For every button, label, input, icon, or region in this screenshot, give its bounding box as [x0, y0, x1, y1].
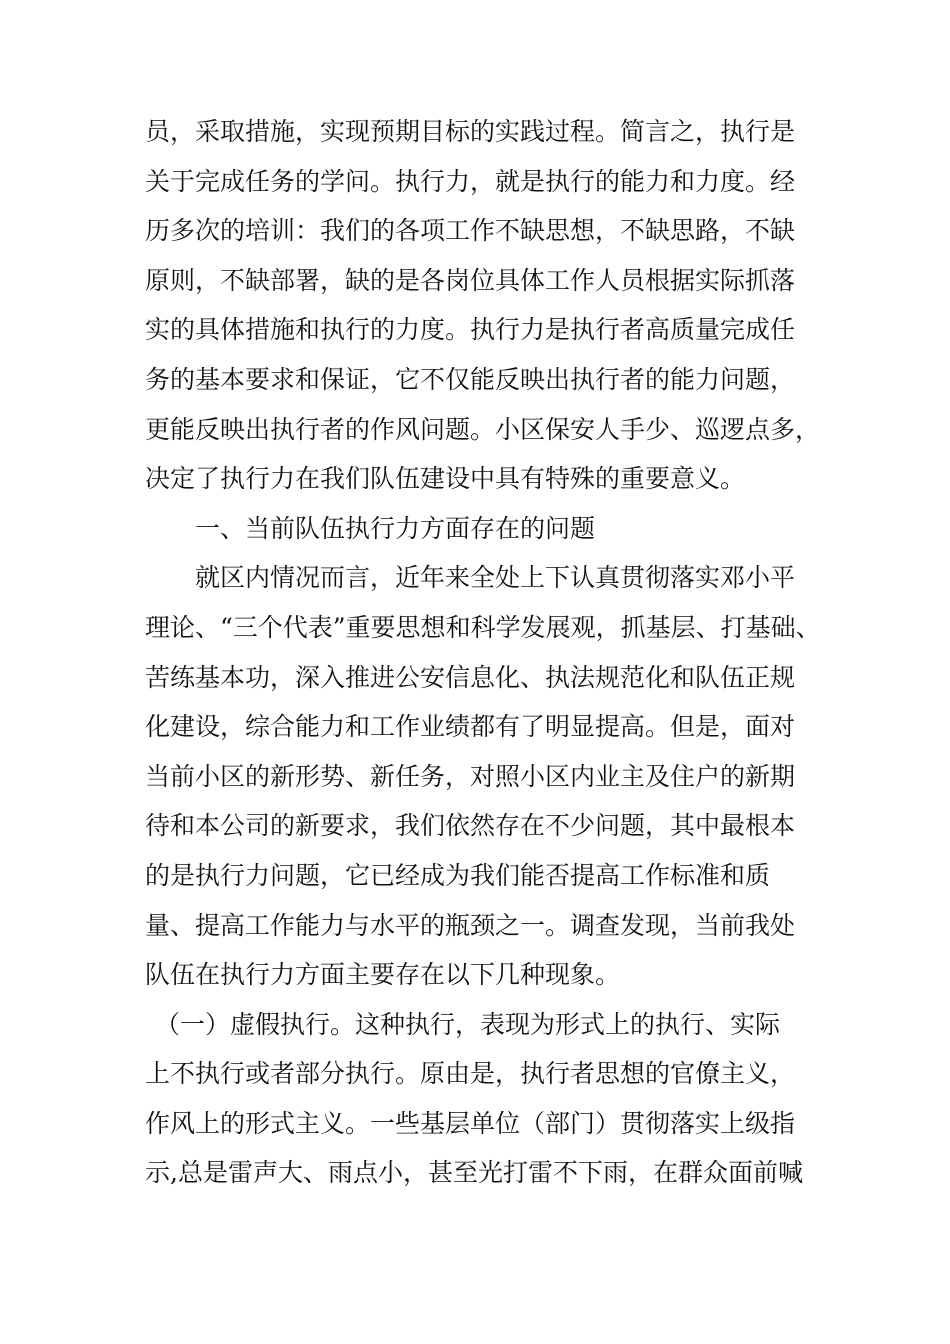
subsection-heading: （一）虚假执行。这种执行，表现为形式上的执行、实际 [155, 1009, 781, 1039]
text-line: 的是执行力问题，它已经成为我们能否提高工作标准和质 [145, 860, 771, 890]
text-line: 量、提高工作能力与水平的瓶颈之一。调查发现，当前我处 [145, 910, 796, 940]
text-line: 员，采取措施，实现预期目标的实践过程。简言之，执行是 [145, 117, 796, 146]
text-line: 就区内情况而言，近年来全处上下认真贯彻落实邓小平 [195, 563, 796, 593]
text-line: 实的具体措施和执行的力度。执行力是执行者高质量完成任 [145, 315, 796, 345]
text-line: 化建设，综合能力和工作业绩都有了明显提高。但是，面对 [145, 712, 796, 742]
section-heading: 一、当前队伍执行力方面存在的问题 [195, 513, 596, 543]
text-line: 原则，不缺部署，缺的是各岗位具体工作人员根据实际抓落 [145, 265, 796, 295]
text-line: 队伍在执行力方面主要存在以下几种现象。 [145, 960, 621, 990]
text-line: 历多次的培训：我们的各项工作不缺思想，不缺思路，不缺 [145, 216, 796, 246]
text-line: 上不执行或者部分执行。原由是，执行者思想的官僚主义， [145, 1059, 796, 1089]
text-line: 关于完成任务的学问。执行力，就是执行的能力和力度。经 [145, 166, 796, 196]
text-line: 作风上的形式主义。一些基层单位（部门）贯彻落实上级指 [145, 1108, 796, 1138]
text-line: 务的基本要求和保证，它不仅能反映出执行者的能力问题， [145, 364, 796, 394]
text-line: 更能反映出执行者的作风问题。小区保安人手少、巡逻点多， [145, 414, 821, 444]
text-line: 示,总是雷声大、雨点小，甚至光打雷不下雨，在群众面前喊 [145, 1158, 803, 1188]
text-line: 当前小区的新形势、新任务，对照小区内业主及住户的新期 [145, 761, 796, 791]
body-text [145, 107, 845, 1198]
text-line: 待和本公司的新要求，我们依然存在不少问题，其中最根本 [145, 811, 796, 841]
text-line: 苦练基本功，深入推进公安信息化、执法规范化和队伍正规 [145, 662, 796, 692]
text-line: 理论、“三个代表”重要思想和科学发展观，抓基层、打基础、 [145, 612, 821, 642]
text-line: 决定了执行力在我们队伍建设中具有特殊的重要意义。 [145, 464, 746, 494]
